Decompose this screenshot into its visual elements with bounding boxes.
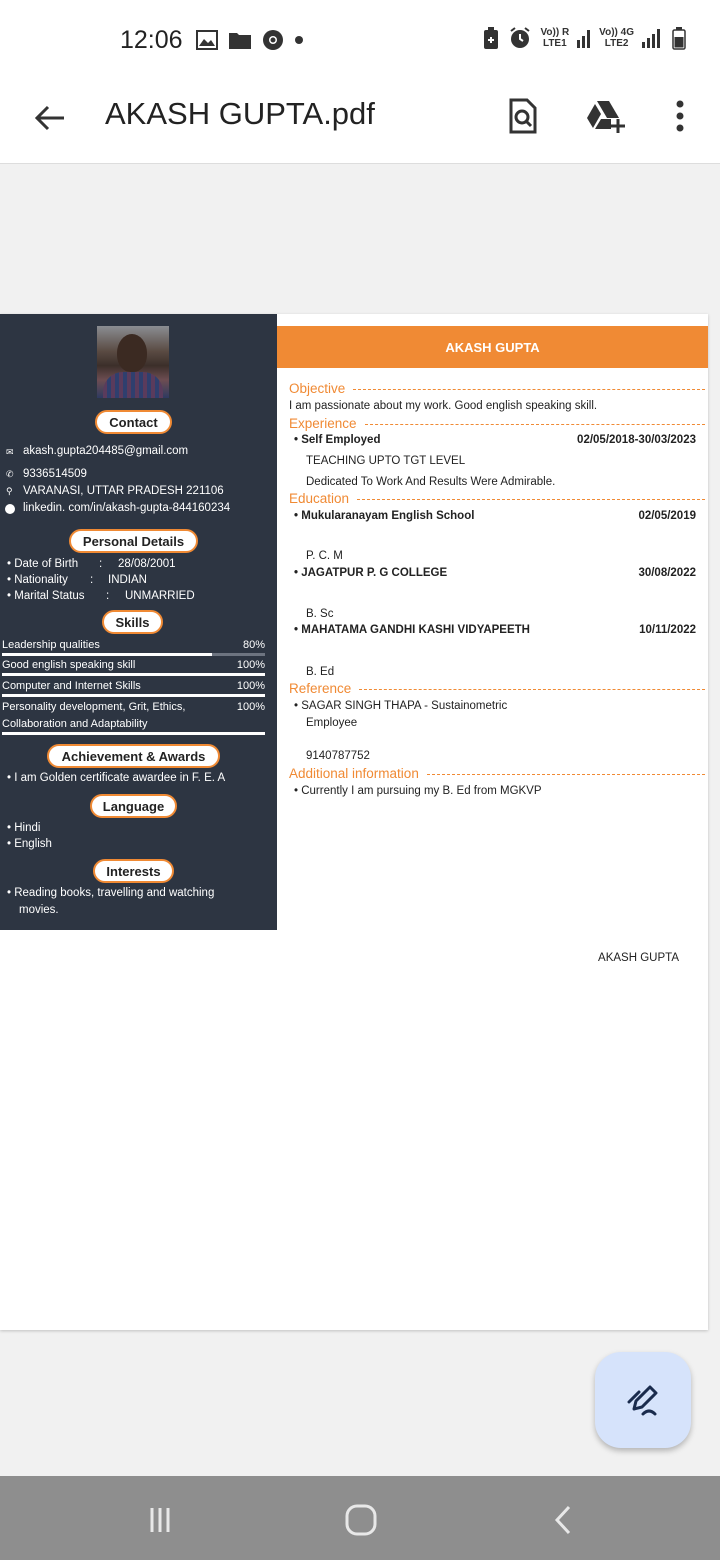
pdf-page [0, 314, 708, 1330]
drive-add-icon [585, 99, 627, 133]
system-nav-bar [0, 1476, 720, 1560]
education-school: • Mukularanayam English School [294, 510, 474, 522]
arrow-back-icon [34, 104, 66, 132]
phone-text: 9336514509 [23, 468, 87, 480]
dob-label: • Date of Birth [7, 558, 78, 570]
skill-bar-fill [2, 673, 265, 676]
email-text: akash.gupta204485@gmail.com [23, 445, 189, 457]
skill-bar [2, 653, 265, 656]
experience-dates: 02/05/2018-30/03/2023 [577, 434, 696, 446]
nationality-label: • Nationality [7, 574, 68, 586]
chevron-left-icon [553, 1504, 573, 1536]
more-options-button[interactable] [656, 92, 704, 140]
skill-percent: 100% [236, 680, 265, 692]
contact-heading: Contact [95, 410, 172, 434]
skill-name: Good english speaking skill [2, 659, 136, 671]
skills-heading: Skills [102, 610, 163, 634]
find-in-page-icon [508, 98, 538, 134]
status-time: 12:06 [120, 26, 183, 54]
language-heading: Language [90, 794, 177, 818]
edit-pen-icon [625, 1382, 661, 1418]
skill-bar-fill [2, 732, 265, 735]
more-vert-icon [675, 100, 685, 132]
home-icon [344, 1503, 378, 1537]
battery-icon [672, 26, 686, 50]
skill-percent: 80% [242, 639, 265, 651]
marital-status-label: • Marital Status [7, 590, 85, 602]
profile-photo [97, 326, 169, 398]
experience-title: • Self Employed [294, 434, 380, 446]
skill-name: Computer and Internet Skills [2, 680, 141, 692]
achievements-heading: Achievement & Awards [47, 744, 220, 768]
battery-saver-icon [482, 26, 500, 50]
skill-bar [2, 694, 265, 697]
folder-icon [228, 30, 252, 50]
experience-detail: Dedicated To Work And Results Were Admirable. [306, 476, 556, 488]
add-to-drive-button[interactable] [582, 92, 630, 140]
skill-percent: 100% [236, 701, 265, 713]
additional-info-heading: Additional information [289, 766, 705, 781]
dob-value: 28/08/2001 [118, 558, 176, 570]
app-toolbar [0, 80, 720, 164]
education-date: 02/05/2019 [638, 510, 696, 522]
experience-heading: Experience [289, 416, 705, 431]
linkedin-text: linkedin. com/in/akash-gupta-844160234 [23, 502, 231, 514]
edit-fab-button[interactable] [595, 1352, 691, 1448]
pdf-viewer[interactable] [0, 164, 720, 1476]
skill-bar-fill [2, 694, 265, 697]
interests-heading: Interests [93, 859, 174, 883]
objective-text: I am passionate about my work. Good english speaking skill. [289, 400, 598, 412]
status-right-icons [482, 26, 686, 50]
signal-1-icon [577, 28, 591, 48]
linkedin-icon [5, 504, 15, 514]
nationality-value: INDIAN [108, 574, 147, 586]
footer-signature-name: AKASH GUPTA [598, 952, 679, 964]
find-in-document-button[interactable] [499, 92, 547, 140]
recent-apps-button[interactable] [138, 1498, 182, 1542]
reference-name: • SAGAR SINGH THAPA - Sustainometric [294, 700, 507, 712]
education-course: B. Sc [306, 608, 334, 620]
language-item: • English [7, 838, 52, 850]
skill-name: Personality development, Grit, Ethics, [2, 701, 186, 713]
system-back-button[interactable] [541, 1498, 585, 1542]
home-button[interactable] [339, 1498, 383, 1542]
location-icon: ⚲ [6, 486, 13, 496]
award-item: • I am Golden certificate awardee in F. E. A [7, 772, 225, 784]
network-1-label: Vo)) R LTE1 [540, 27, 570, 49]
skill-name-continued: Collaboration and Adaptability [2, 718, 148, 730]
status-bar [0, 0, 720, 80]
skill-name: Leadership qualities [2, 639, 100, 651]
dot-icon [294, 35, 304, 45]
network-2-label: Vo)) 4G LTE2 [599, 27, 634, 49]
phone-icon: ✆ [6, 469, 14, 479]
chrome-icon [262, 29, 284, 51]
language-item: • Hindi [7, 822, 40, 834]
alarm-icon [508, 26, 532, 50]
education-course: P. C. M [306, 550, 343, 562]
image-icon [196, 30, 218, 50]
education-school: • MAHATAMA GANDHI KASHI VIDYAPEETH [294, 624, 530, 636]
reference-detail: Employee [306, 717, 358, 729]
mail-icon: ✉ [6, 447, 14, 457]
recents-icon [145, 1506, 175, 1534]
back-button[interactable] [28, 96, 72, 140]
reference-phone: 9140787752 [306, 750, 370, 762]
additional-info-text: • Currently I am pursuing my B. Ed from MGKVP [294, 785, 542, 797]
skill-percent: 100% [236, 659, 265, 671]
interests-text-continued: movies. [19, 904, 59, 916]
education-course: B. Ed [306, 666, 335, 678]
signal-2-icon [642, 28, 664, 48]
skill-bar [2, 673, 265, 676]
name-banner: AKASH GUPTA [277, 326, 708, 368]
reference-heading: Reference [289, 681, 705, 696]
marital-status-value: UNMARRIED [125, 590, 195, 602]
objective-heading: Objective [289, 381, 705, 396]
education-school: • JAGATPUR P. G COLLEGE [294, 567, 447, 579]
education-date: 30/08/2022 [638, 567, 696, 579]
document-title: AKASH GUPTA.pdf [105, 96, 375, 131]
skill-bar-fill [2, 653, 212, 656]
experience-detail: TEACHING UPTO TGT LEVEL [306, 455, 466, 467]
status-left-icons [196, 29, 304, 51]
interests-text: • Reading books, travelling and watching [7, 887, 214, 899]
address-text: VARANASI, UTTAR PRADESH 221106 [23, 485, 224, 497]
resume-sidebar: Contact ✉ akash.gupta204485@gmail.com ✆ 9336514509 ⚲ VARANASI, UTTAR PRADESH 221106 linkedin. com/in/akash-gupta-844160234 Personal Details • Date of Birth : 28/08/2001 • Nationality : INDIAN • Marital Status : UNMARRIED Skills Leadership qualities 80% Good english speaking skill 100% Computer and Internet Skills 100% Personality development, Grit, Ethics, Collaboration and Adaptability 100% Achievement & Awards • I am Golden certificate awardee in F. E. A Language • Hindi • English Interests • Reading books, travelling and watching movies. [0, 314, 277, 930]
education-heading: Education [289, 491, 705, 506]
skill-bar [2, 732, 265, 735]
personal-details-heading: Personal Details [69, 529, 198, 553]
education-date: 10/11/2022 [639, 624, 696, 636]
